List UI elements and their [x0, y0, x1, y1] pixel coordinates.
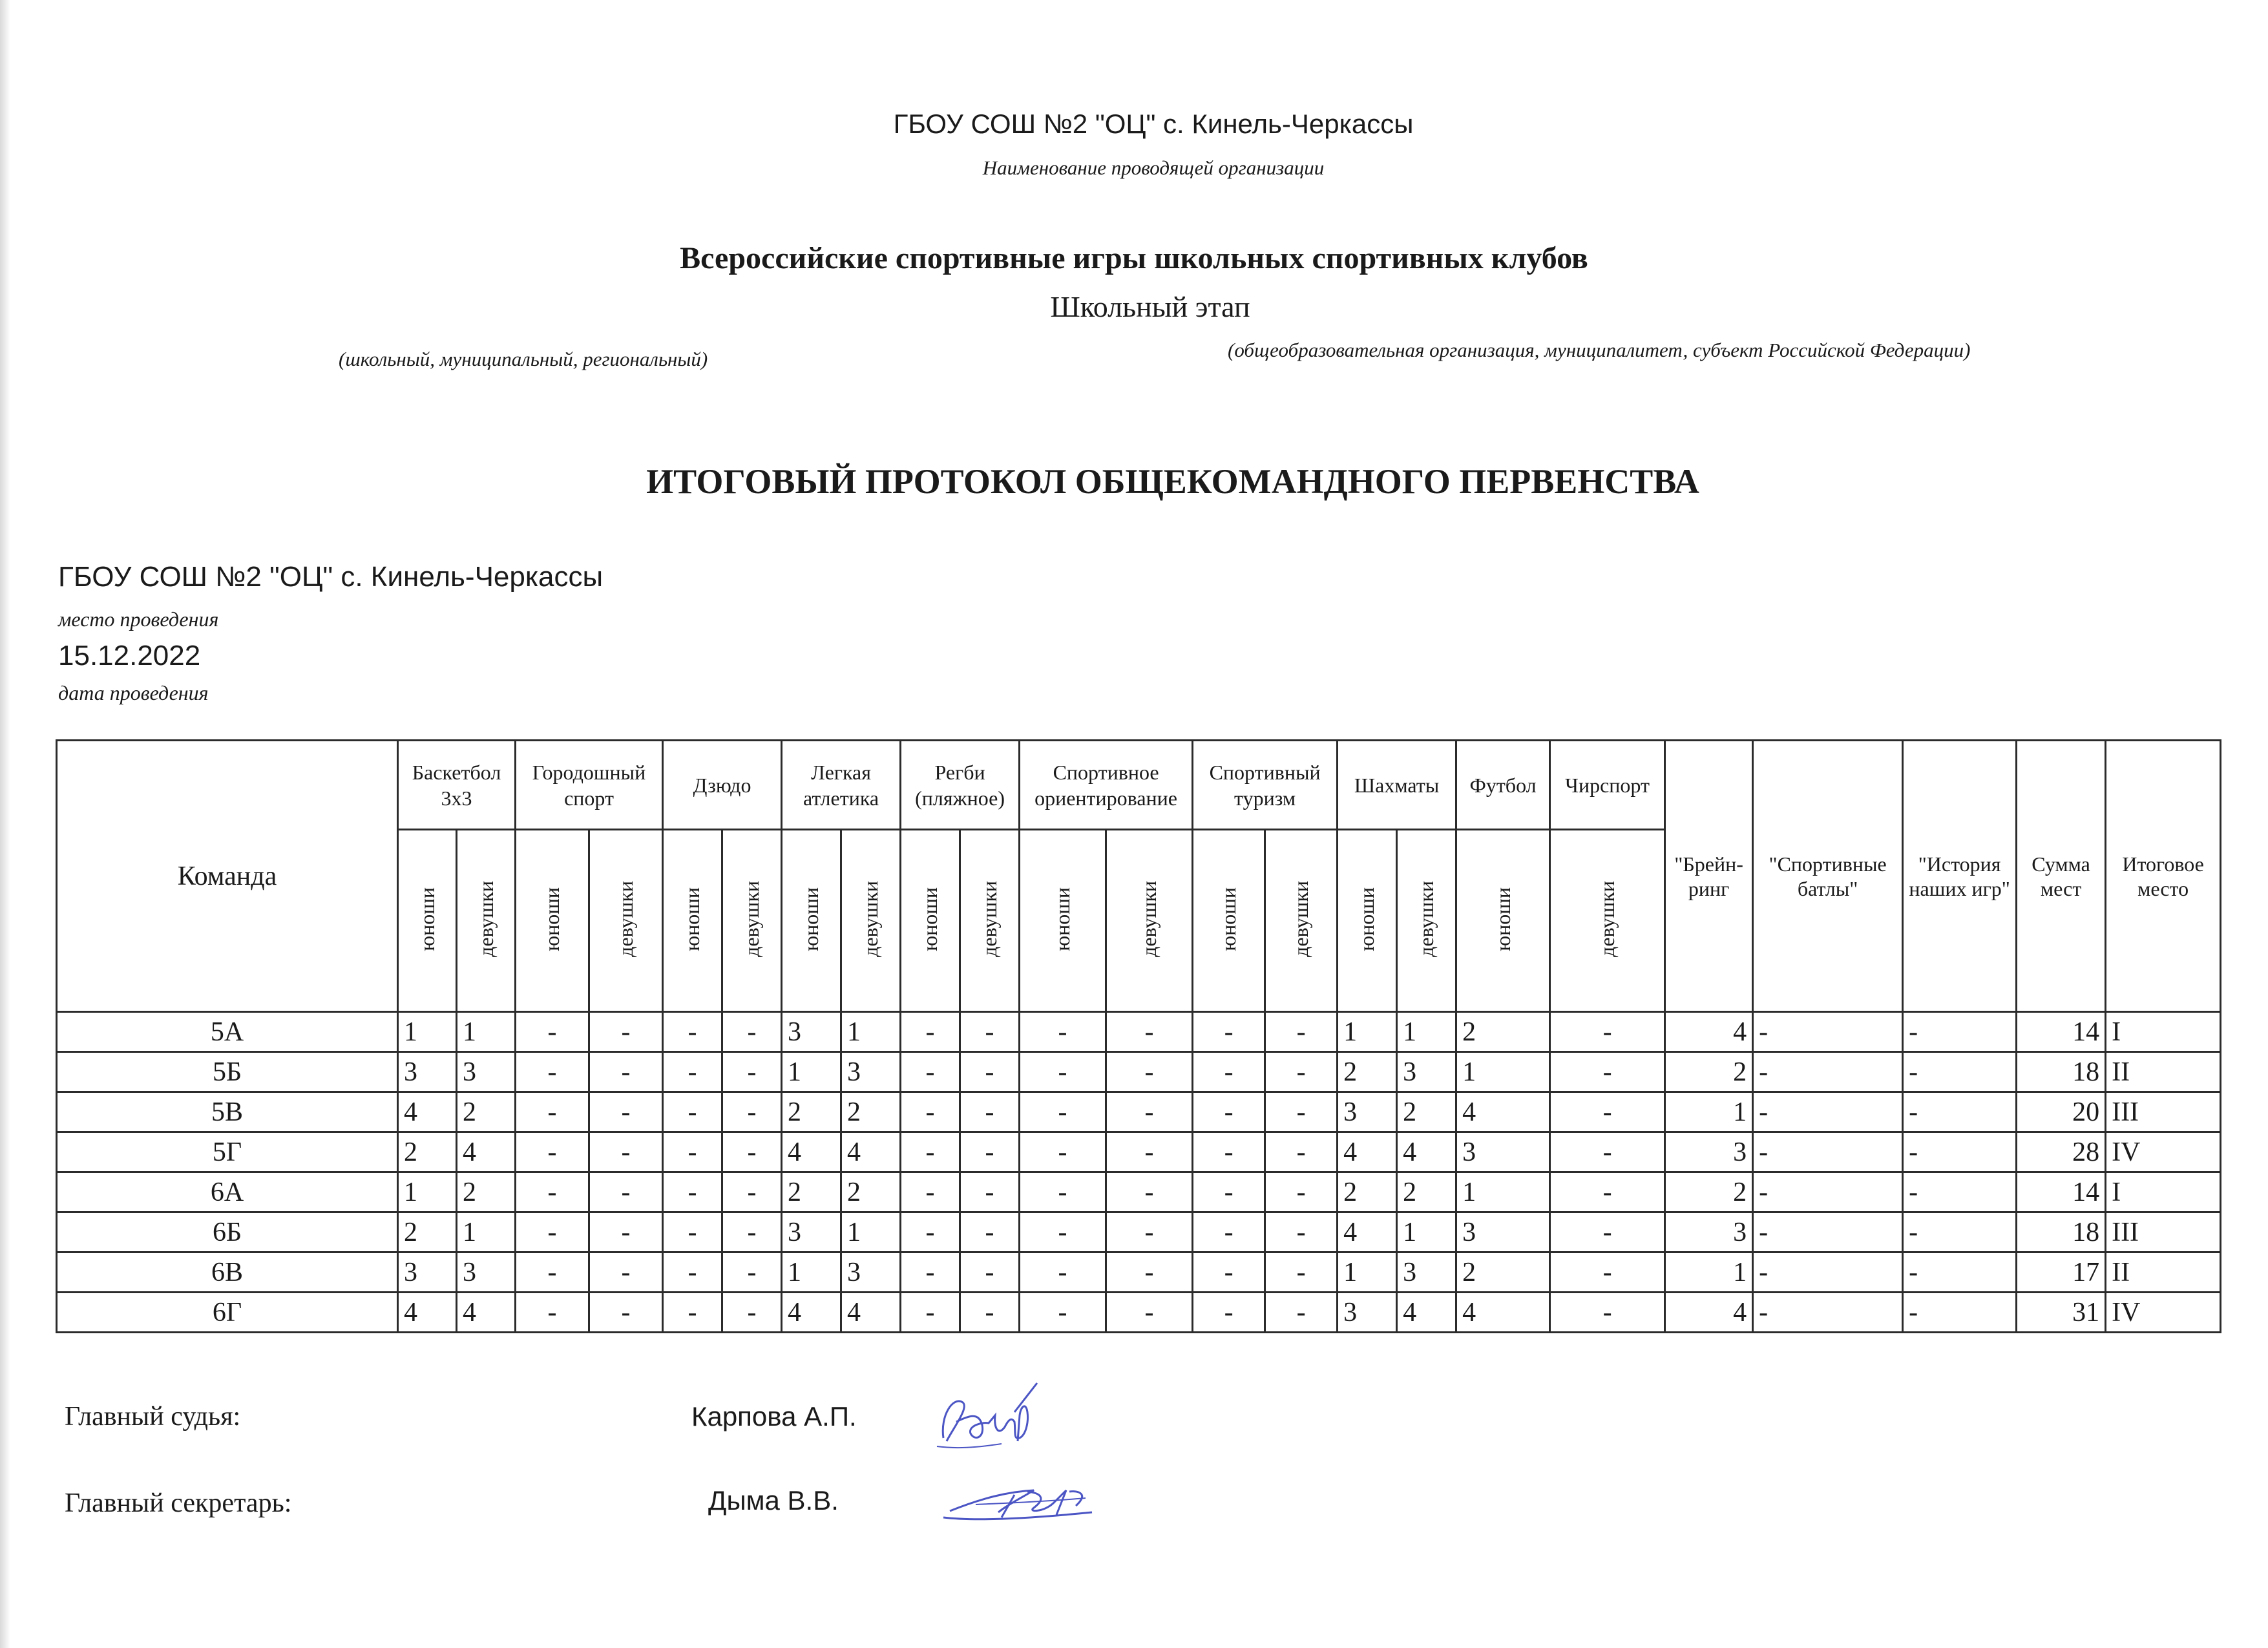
score-cell: -: [1193, 1012, 1265, 1052]
score-cell: -: [1193, 1052, 1265, 1092]
score-cell: -: [1106, 1132, 1193, 1172]
venue-date-caption: дата проведения: [58, 681, 209, 704]
score-cell: -: [960, 1012, 1020, 1052]
score-cell: 4: [841, 1132, 901, 1172]
score-cell: -: [722, 1012, 782, 1052]
score-cell: -: [1193, 1172, 1265, 1212]
score-cell: 2: [457, 1172, 516, 1212]
score-cell: -: [589, 1252, 663, 1293]
score-cell: -: [901, 1212, 960, 1252]
score-cell: 3: [1338, 1092, 1397, 1132]
venue-place-caption: место проведения: [58, 607, 219, 631]
sport-battles-cell: -: [1753, 1252, 1903, 1293]
sum-cell: 31: [2017, 1293, 2106, 1333]
score-cell: 3: [1456, 1212, 1550, 1252]
score-cell: -: [663, 1252, 722, 1293]
protocol-title: ИТОГОВЫЙ ПРОТОКОЛ ОБЩЕКОМАНДНОГО ПЕРВЕНСТВА: [646, 462, 1699, 501]
subheader-boys: юноши: [799, 887, 823, 951]
score-cell: -: [722, 1132, 782, 1172]
score-cell: 2: [1338, 1052, 1397, 1092]
score-cell: 2: [1456, 1012, 1550, 1052]
history-cell: -: [1903, 1132, 2017, 1172]
score-cell: -: [1020, 1012, 1106, 1052]
subheader-girls: девушки: [1137, 881, 1161, 957]
score-cell: -: [516, 1252, 589, 1293]
score-cell: -: [722, 1172, 782, 1212]
event-title: Всероссийские спортивные игры школьных спортивных клубов: [680, 241, 1588, 275]
score-cell: -: [663, 1172, 722, 1212]
sport-battles-cell: -: [1753, 1293, 1903, 1333]
score-cell: -: [901, 1132, 960, 1172]
score-cell: -: [1020, 1252, 1106, 1293]
sport-battles-cell: -: [1753, 1052, 1903, 1092]
score-cell: 3: [398, 1252, 457, 1293]
score-cell: -: [722, 1293, 782, 1333]
sport-battles-cell: -: [1753, 1012, 1903, 1052]
score-cell: -: [589, 1052, 663, 1092]
score-cell: 3: [1456, 1132, 1550, 1172]
score-cell: 1: [1338, 1012, 1397, 1052]
score-cell: -: [1550, 1252, 1665, 1293]
score-cell: -: [960, 1092, 1020, 1132]
brain-ring-cell: 2: [1665, 1172, 1753, 1212]
table-row: [57, 1132, 2221, 1172]
secretary-name: Дыма В.В.: [708, 1485, 839, 1516]
score-cell: 4: [782, 1132, 841, 1172]
sum-cell: 18: [2017, 1212, 2106, 1252]
score-cell: -: [1193, 1212, 1265, 1252]
stage-caption-right: (общеобразовательная организация, муниципалитет, субъект Российской Федерации): [1228, 339, 1971, 361]
score-cell: 3: [1397, 1252, 1456, 1293]
score-cell: -: [960, 1052, 1020, 1092]
subheader-boys: юноши: [1491, 887, 1515, 951]
score-cell: -: [1193, 1293, 1265, 1333]
score-cell: -: [960, 1172, 1020, 1212]
score-cell: 4: [1456, 1293, 1550, 1333]
score-cell: -: [1550, 1212, 1665, 1252]
score-cell: 1: [1456, 1052, 1550, 1092]
score-cell: -: [722, 1052, 782, 1092]
subheader-girls: девушки: [859, 881, 883, 957]
score-cell: 4: [1397, 1132, 1456, 1172]
final-place-cell: II: [2106, 1052, 2221, 1092]
header-sum: Сумма мест: [2017, 741, 2106, 1012]
secretary-label: Главный секретарь:: [65, 1488, 292, 1518]
judge-signature: [918, 1377, 1060, 1461]
score-cell: 4: [841, 1293, 901, 1333]
organization-name: ГБОУ СОШ №2 "ОЦ" с. Кинель-Черкассы: [893, 109, 1414, 139]
score-cell: -: [516, 1052, 589, 1092]
score-cell: -: [960, 1252, 1020, 1293]
subheader-boys: юноши: [918, 887, 942, 951]
score-cell: -: [1550, 1172, 1665, 1212]
brain-ring-cell: 4: [1665, 1293, 1753, 1333]
score-cell: -: [516, 1012, 589, 1052]
judge-label: Главный судья:: [65, 1402, 241, 1431]
score-cell: 1: [841, 1012, 901, 1052]
score-cell: -: [1265, 1293, 1338, 1333]
score-cell: -: [1106, 1052, 1193, 1092]
score-cell: -: [901, 1092, 960, 1132]
score-cell: -: [960, 1212, 1020, 1252]
subheader-girls: девушки: [740, 881, 764, 957]
score-cell: -: [1550, 1012, 1665, 1052]
team-name-cell: 5Г: [57, 1132, 398, 1172]
organization-caption: Наименование проводящей организации: [982, 156, 1325, 179]
history-cell: -: [1903, 1012, 2017, 1052]
score-cell: -: [722, 1212, 782, 1252]
subheader-girls: девушки: [614, 881, 638, 957]
score-cell: 1: [782, 1252, 841, 1293]
header-brain-ring: "Брейн-ринг: [1665, 741, 1753, 1012]
score-cell: 4: [1338, 1212, 1397, 1252]
score-cell: 4: [457, 1132, 516, 1172]
score-cell: 3: [1397, 1052, 1456, 1092]
score-cell: -: [516, 1172, 589, 1212]
team-name-cell: 6Г: [57, 1293, 398, 1333]
subheader-girls: девушки: [978, 881, 1002, 957]
header-final-place: Итоговое место: [2106, 741, 2221, 1012]
score-cell: 2: [841, 1172, 901, 1212]
score-cell: 4: [1456, 1092, 1550, 1132]
table-row: [57, 1212, 2221, 1252]
score-cell: -: [663, 1052, 722, 1092]
score-cell: -: [901, 1172, 960, 1212]
score-cell: -: [722, 1252, 782, 1293]
score-cell: 1: [782, 1052, 841, 1092]
brain-ring-cell: 1: [1665, 1252, 1753, 1293]
score-cell: -: [901, 1252, 960, 1293]
subheader-girls: девушки: [1289, 881, 1313, 957]
score-cell: -: [516, 1132, 589, 1172]
team-name-cell: 5В: [57, 1092, 398, 1132]
score-cell: -: [960, 1132, 1020, 1172]
team-name-cell: 5А: [57, 1012, 398, 1052]
stage-name: Школьный этап: [1050, 290, 1250, 323]
history-cell: -: [1903, 1212, 2017, 1252]
team-name-cell: 6Б: [57, 1212, 398, 1252]
subheader-girls: девушки: [1414, 881, 1438, 957]
header-sport-battles: "Спортивные батлы": [1753, 741, 1903, 1012]
venue-date: 15.12.2022: [58, 640, 201, 671]
score-cell: -: [1020, 1052, 1106, 1092]
score-cell: -: [1020, 1132, 1106, 1172]
table-row: [57, 1052, 2221, 1092]
final-place-cell: III: [2106, 1092, 2221, 1132]
score-cell: 3: [782, 1212, 841, 1252]
score-cell: -: [1193, 1252, 1265, 1293]
score-cell: 3: [841, 1252, 901, 1293]
secretary-signature: [937, 1472, 1105, 1530]
table-row: [57, 1252, 2221, 1293]
score-cell: -: [516, 1092, 589, 1132]
team-name-cell: 6А: [57, 1172, 398, 1212]
score-cell: -: [1265, 1012, 1338, 1052]
table-row: [57, 1092, 2221, 1132]
score-cell: -: [901, 1052, 960, 1092]
team-header: Команда: [57, 741, 398, 1012]
history-cell: -: [1903, 1092, 2017, 1132]
score-cell: 2: [1456, 1252, 1550, 1293]
score-cell: 1: [457, 1212, 516, 1252]
score-cell: 1: [457, 1012, 516, 1052]
score-cell: 3: [457, 1252, 516, 1293]
subheader-boys: юноши: [1051, 887, 1075, 951]
subheader-boys: юноши: [540, 887, 564, 951]
score-cell: -: [1106, 1212, 1193, 1252]
score-cell: -: [1106, 1172, 1193, 1212]
final-place-cell: II: [2106, 1252, 2221, 1293]
sum-cell: 14: [2017, 1172, 2106, 1212]
score-cell: 3: [457, 1052, 516, 1092]
sum-cell: 20: [2017, 1092, 2106, 1132]
sport-header-cheer: Чирспорт: [1550, 741, 1665, 830]
score-cell: -: [1265, 1092, 1338, 1132]
brain-ring-cell: 3: [1665, 1132, 1753, 1172]
score-cell: 2: [1397, 1092, 1456, 1132]
score-cell: -: [516, 1212, 589, 1252]
score-cell: -: [589, 1132, 663, 1172]
score-cell: -: [1265, 1132, 1338, 1172]
history-cell: -: [1903, 1252, 2017, 1293]
sum-cell: 18: [2017, 1052, 2106, 1092]
sport-header-orienteering: Спортивное ориентирование: [1020, 741, 1193, 830]
stage-caption-left: (школьный, муниципальный, региональный): [339, 348, 708, 370]
score-cell: -: [1193, 1132, 1265, 1172]
score-cell: 4: [782, 1293, 841, 1333]
subheader-boys: юноши: [1355, 887, 1379, 951]
score-cell: 2: [398, 1212, 457, 1252]
sport-header-basketball: Баскетбол 3х3: [398, 741, 516, 830]
history-cell: -: [1903, 1172, 2017, 1212]
score-cell: -: [589, 1293, 663, 1333]
subheader-girls: девушки: [1595, 881, 1619, 957]
sport-header-tourism: Спортивный туризм: [1193, 741, 1338, 830]
final-place-cell: I: [2106, 1012, 2221, 1052]
score-cell: 2: [1338, 1172, 1397, 1212]
sport-header-rugby: Регби (пляжное): [901, 741, 1020, 830]
score-cell: -: [1265, 1052, 1338, 1092]
table-row: [57, 1293, 2221, 1333]
score-cell: 2: [457, 1092, 516, 1132]
score-cell: -: [1550, 1052, 1665, 1092]
history-cell: -: [1903, 1293, 2017, 1333]
score-cell: -: [960, 1293, 1020, 1333]
subheader-boys: юноши: [680, 887, 704, 951]
score-cell: -: [1020, 1092, 1106, 1132]
score-cell: 3: [1338, 1293, 1397, 1333]
judge-name: Карпова А.П.: [691, 1401, 857, 1431]
score-cell: 1: [1397, 1012, 1456, 1052]
subheader-boys: юноши: [415, 887, 439, 951]
team-name-cell: 5Б: [57, 1052, 398, 1092]
final-place-cell: IV: [2106, 1132, 2221, 1172]
brain-ring-cell: 4: [1665, 1012, 1753, 1052]
team-name-cell: 6В: [57, 1252, 398, 1293]
score-cell: -: [663, 1293, 722, 1333]
score-cell: -: [1550, 1132, 1665, 1172]
sport-battles-cell: -: [1753, 1172, 1903, 1212]
score-cell: -: [1020, 1172, 1106, 1212]
sum-cell: 28: [2017, 1132, 2106, 1172]
score-cell: -: [1106, 1293, 1193, 1333]
scan-edge: [0, 0, 10, 1648]
sport-battles-cell: -: [1753, 1092, 1903, 1132]
score-cell: -: [663, 1212, 722, 1252]
score-cell: -: [516, 1293, 589, 1333]
score-cell: -: [663, 1132, 722, 1172]
score-cell: -: [1020, 1212, 1106, 1252]
score-cell: 2: [841, 1092, 901, 1132]
score-cell: -: [1265, 1212, 1338, 1252]
score-cell: 4: [398, 1293, 457, 1333]
sport-header-gorodki: Городошный спорт: [516, 741, 663, 830]
score-cell: 3: [841, 1052, 901, 1092]
score-cell: -: [901, 1012, 960, 1052]
score-cell: -: [589, 1212, 663, 1252]
score-cell: -: [589, 1012, 663, 1052]
score-cell: -: [1265, 1252, 1338, 1293]
sport-battles-cell: -: [1753, 1212, 1903, 1252]
final-place-cell: III: [2106, 1212, 2221, 1252]
score-cell: 4: [398, 1092, 457, 1132]
score-cell: 2: [1397, 1172, 1456, 1212]
score-cell: 4: [457, 1293, 516, 1333]
score-cell: -: [722, 1092, 782, 1132]
score-cell: 4: [1338, 1132, 1397, 1172]
sport-header-football: Футбол: [1456, 741, 1550, 830]
score-cell: -: [589, 1092, 663, 1132]
score-cell: 1: [841, 1212, 901, 1252]
sum-cell: 17: [2017, 1252, 2106, 1293]
sum-cell: 14: [2017, 1012, 2106, 1052]
score-cell: -: [1550, 1092, 1665, 1132]
score-cell: 3: [398, 1052, 457, 1092]
score-cell: 1: [398, 1012, 457, 1052]
brain-ring-cell: 3: [1665, 1212, 1753, 1252]
score-cell: -: [1106, 1012, 1193, 1052]
venue-place: ГБОУ СОШ №2 "ОЦ" с. Кинель-Черкассы: [58, 561, 604, 593]
score-cell: 1: [398, 1172, 457, 1212]
score-cell: 1: [1456, 1172, 1550, 1212]
score-cell: -: [901, 1293, 960, 1333]
subheader-girls: девушки: [474, 881, 498, 957]
final-place-cell: I: [2106, 1172, 2221, 1212]
score-cell: -: [663, 1012, 722, 1052]
score-cell: 2: [782, 1172, 841, 1212]
sport-battles-cell: -: [1753, 1132, 1903, 1172]
score-cell: -: [1106, 1092, 1193, 1132]
score-cell: 2: [398, 1132, 457, 1172]
score-cell: -: [1020, 1293, 1106, 1333]
score-cell: -: [1550, 1293, 1665, 1333]
final-place-cell: IV: [2106, 1293, 2221, 1333]
score-cell: -: [589, 1172, 663, 1212]
sport-header-athletics: Легкая атлетика: [782, 741, 901, 830]
sport-header-chess: Шахматы: [1338, 741, 1456, 830]
score-cell: -: [663, 1092, 722, 1132]
score-cell: 3: [782, 1012, 841, 1052]
sport-header-judo: Дзюдо: [663, 741, 782, 830]
score-cell: -: [1106, 1252, 1193, 1293]
score-cell: 2: [782, 1092, 841, 1132]
results-table: [56, 739, 2221, 1333]
score-cell: 1: [1397, 1212, 1456, 1252]
subheader-boys: юноши: [1217, 887, 1241, 951]
score-cell: -: [1193, 1092, 1265, 1132]
table-row: [57, 1172, 2221, 1212]
score-cell: 4: [1397, 1293, 1456, 1333]
brain-ring-cell: 2: [1665, 1052, 1753, 1092]
header-history: "История наших игр": [1903, 741, 2017, 1012]
brain-ring-cell: 1: [1665, 1092, 1753, 1132]
table-row: [57, 1012, 2221, 1052]
history-cell: -: [1903, 1052, 2017, 1092]
score-cell: 1: [1338, 1252, 1397, 1293]
score-cell: -: [1265, 1172, 1338, 1212]
